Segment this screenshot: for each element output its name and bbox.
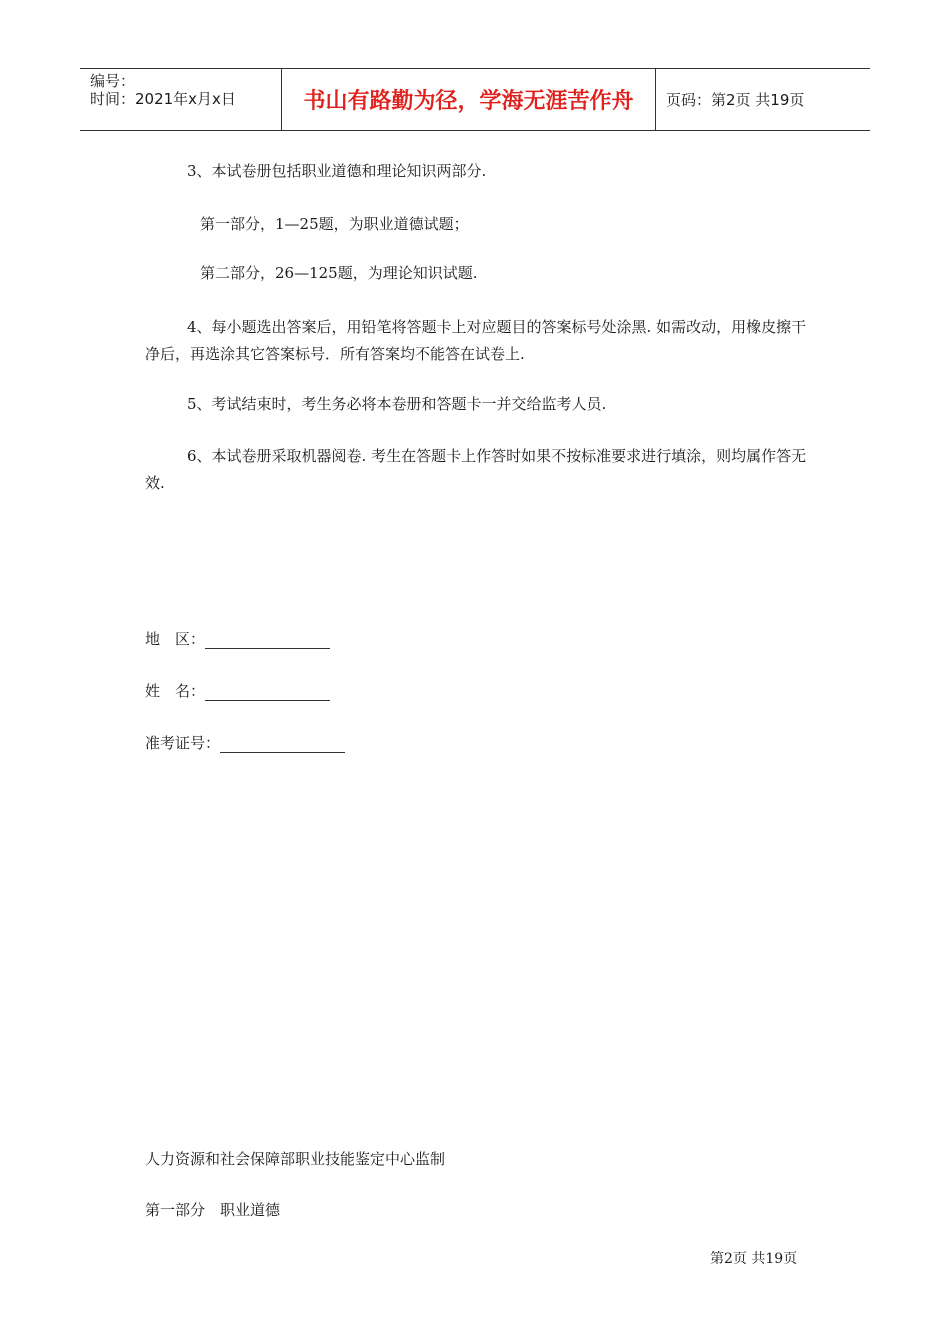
page-header [80, 68, 870, 131]
page-footer: 第2页 共19页 [710, 1251, 798, 1267]
instruction-part2: 第二部分，26—125题，为理论知识试题. [200, 264, 478, 282]
header-page-info: 页码：第2页 共19页 [666, 91, 805, 109]
document-id-label: 编号： [90, 72, 136, 90]
exam-id-field [145, 732, 345, 753]
header-meta [80, 69, 282, 130]
exam-id-blank [220, 736, 345, 753]
instruction-part1: 第一部分，1—25题，为职业道德试题； [200, 215, 469, 233]
region-blank [205, 632, 330, 649]
region-label: 地 区： [145, 630, 206, 648]
instruction-5: 5、考试结束时，考生务必将本卷册和答题卡一并交给监考人员. [187, 395, 607, 413]
instruction-4: 4、每小题选出答案后，用铅笔将答题卡上对应题目的答案标号处涂黑. 如需改动，用橡皮擦干净后，再选涂其它答案标号．所有答案均不能答在试卷上. [145, 318, 807, 363]
exam-id-label: 准考证号： [145, 734, 221, 752]
document-date: 时间：2021年x月x日 [90, 90, 236, 108]
instruction-6: 6、本试卷册采取机器阅卷. 考生在答题卡上作答时如果不按标准要求进行填涂，则均属作答无效. [145, 447, 807, 492]
region-field [145, 628, 330, 649]
section-title: 第一部分 职业道德 [145, 1201, 281, 1219]
header-motto: 书山有路勤为径，学海无涯苦作舟 [282, 69, 656, 130]
name-blank [205, 684, 330, 701]
organization-line: 人力资源和社会保障部职业技能鉴定中心监制 [145, 1150, 446, 1168]
instruction-3: 3、本试卷册包括职业道德和理论知识两部分. [187, 162, 487, 180]
name-label: 姓 名： [145, 682, 206, 700]
name-field [145, 680, 330, 701]
